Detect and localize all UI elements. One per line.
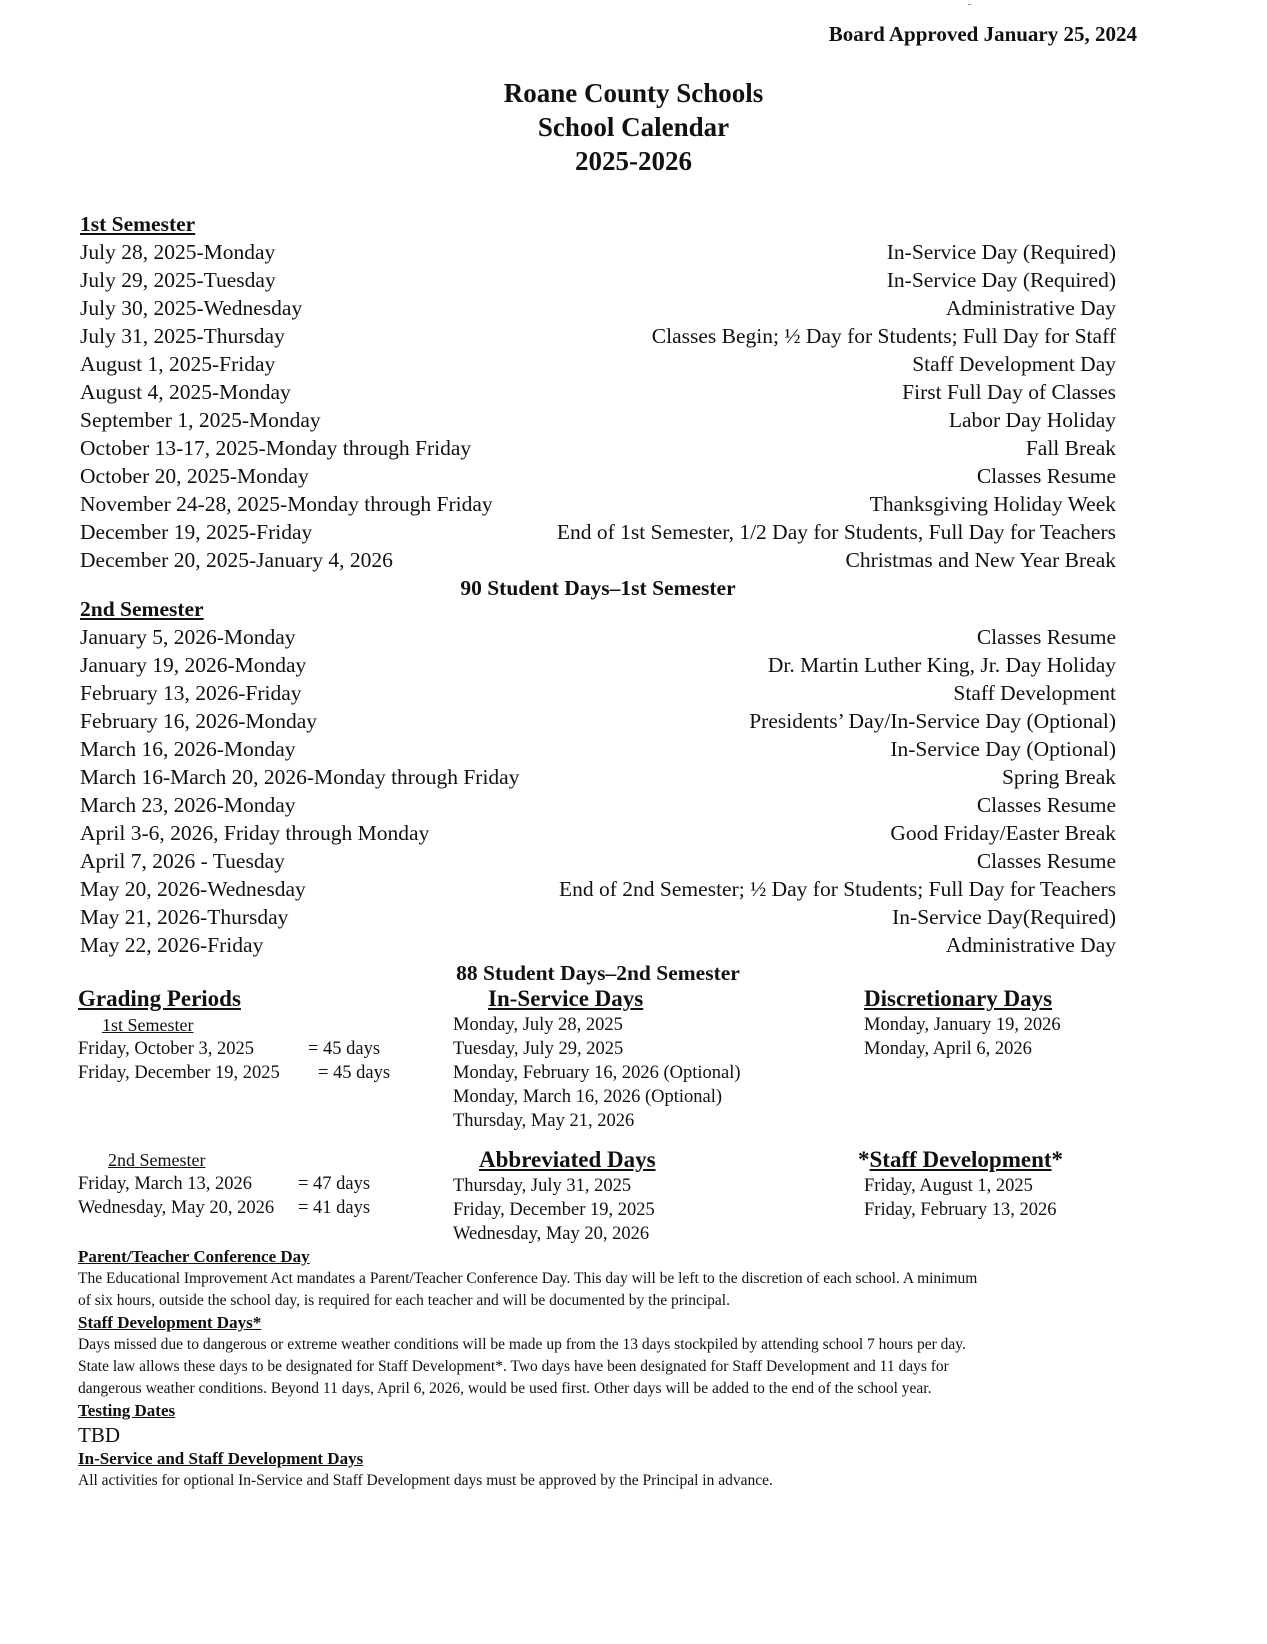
schedule-date: April 7, 2026 - Tuesday bbox=[80, 849, 285, 873]
schedule-date: August 1, 2025-Friday bbox=[80, 352, 276, 376]
grading-period-date: Friday, October 3, 2025 bbox=[78, 1039, 255, 1059]
ptc-text-line: The Educational Improvement Act mandates a Parent/Teacher Conference Day. This day will be left to the discretion of each school. A minimum bbox=[78, 1270, 978, 1287]
ptc-heading: Parent/Teacher Conference Day bbox=[78, 1247, 310, 1266]
in-service-days bbox=[453, 985, 741, 1133]
schedule-row bbox=[80, 266, 1116, 294]
grading-period-days: = 45 days bbox=[308, 1039, 381, 1059]
in-service-day-item: Thursday, May 21, 2026 bbox=[453, 1111, 635, 1131]
in-service-day-item: Monday, March 16, 2026 (Optional) bbox=[453, 1087, 723, 1107]
schedule-event: Spring Break bbox=[1001, 765, 1116, 789]
semester2-heading: 2nd Semester bbox=[80, 597, 204, 621]
asterisk: * bbox=[1051, 1147, 1064, 1172]
schedule-row bbox=[80, 490, 1116, 518]
schedule-row bbox=[80, 735, 1116, 763]
schedule-date: December 20, 2025-January 4, 2026 bbox=[80, 548, 393, 572]
grading-periods bbox=[78, 985, 390, 1085]
grading-period-row bbox=[78, 1196, 370, 1220]
schedule-date: February 16, 2026-Monday bbox=[80, 709, 318, 733]
schedule-event: Classes Resume bbox=[976, 464, 1116, 488]
schedule-date: February 13, 2026-Friday bbox=[80, 681, 302, 705]
staff-development bbox=[858, 1146, 1063, 1222]
schedule-date: July 30, 2025-Wednesday bbox=[80, 296, 303, 320]
schedule-date: March 16, 2026-Monday bbox=[80, 737, 296, 761]
document-title bbox=[0, 76, 1267, 178]
isd-heading: In-Service and Staff Development Days bbox=[78, 1449, 364, 1468]
schedule-date: April 3-6, 2026, Friday through Monday bbox=[80, 821, 430, 845]
in-service-days-heading: In-Service Days bbox=[488, 986, 644, 1011]
in-service-day-item: Tuesday, July 29, 2025 bbox=[453, 1039, 624, 1059]
schedule-row bbox=[80, 350, 1116, 378]
title-calendar: School Calendar bbox=[537, 112, 730, 142]
schedule-event: First Full Day of Classes bbox=[902, 380, 1116, 404]
schedule-row bbox=[80, 763, 1116, 791]
schedule-row bbox=[80, 623, 1116, 651]
grading-period-date: Wednesday, May 20, 2026 bbox=[78, 1198, 275, 1218]
semester2-total: 88 Student Days–2nd Semester bbox=[456, 961, 740, 985]
testing-heading: Testing Dates bbox=[78, 1401, 176, 1420]
schedule-row bbox=[80, 651, 1116, 679]
schedule-event: Christmas and New Year Break bbox=[845, 548, 1116, 572]
board-approved-date: Board Approved January 25, 2024 bbox=[828, 22, 1137, 46]
schedule-event: Thanksgiving Holiday Week bbox=[869, 492, 1116, 516]
schedule-date: May 21, 2026-Thursday bbox=[80, 905, 289, 929]
abbreviated-days-heading: Abbreviated Days bbox=[479, 1147, 656, 1172]
grading-period-date: Friday, March 13, 2026 bbox=[78, 1174, 253, 1194]
schedule-event: Labor Day Holiday bbox=[948, 408, 1116, 432]
abbreviated-day-item: Thursday, July 31, 2025 bbox=[453, 1176, 632, 1196]
sdd-heading: Staff Development Days* bbox=[78, 1313, 262, 1332]
grading-sem1-label: 1st Semester bbox=[102, 1015, 194, 1035]
grading-period-date: Friday, December 19, 2025 bbox=[78, 1063, 280, 1083]
testing-value: TBD bbox=[78, 1423, 120, 1447]
schedule-date: July 28, 2025-Monday bbox=[80, 240, 276, 264]
schedule-date: July 29, 2025-Tuesday bbox=[80, 268, 276, 292]
schedule-event: End of 2nd Semester; ½ Day for Students; Full Day for Teachers bbox=[559, 877, 1116, 901]
staff-development-item: Friday, August 1, 2025 bbox=[864, 1176, 1033, 1196]
title-district: Roane County Schools bbox=[503, 78, 764, 108]
grading-period-row bbox=[78, 1061, 390, 1085]
schedule-event: In-Service Day (Required) bbox=[886, 268, 1116, 292]
schedule-date: July 31, 2025-Thursday bbox=[80, 324, 285, 348]
schedule-date: September 1, 2025-Monday bbox=[80, 408, 321, 432]
schedule-row bbox=[80, 875, 1116, 903]
grading-period-days: = 45 days bbox=[318, 1063, 391, 1083]
grading-periods-heading: Grading Periods bbox=[78, 986, 241, 1011]
schedule-row bbox=[80, 903, 1116, 931]
schedule-row bbox=[80, 294, 1116, 322]
schedule-date: May 22, 2026-Friday bbox=[80, 933, 264, 957]
schedule-event: Classes Resume bbox=[976, 625, 1116, 649]
schedule-event: Dr. Martin Luther King, Jr. Day Holiday bbox=[767, 653, 1116, 677]
schedule-row bbox=[80, 791, 1116, 819]
schedule-date: January 19, 2026-Monday bbox=[80, 653, 307, 677]
schedule-event: Fall Break bbox=[1025, 436, 1116, 460]
notes-section bbox=[78, 1246, 1158, 1492]
schedule-date: March 23, 2026-Monday bbox=[80, 793, 296, 817]
schedule-row bbox=[80, 434, 1116, 462]
discretionary-day-item: Monday, January 19, 2026 bbox=[864, 1015, 1061, 1035]
schedule-event: Presidents’ Day/In-Service Day (Optional) bbox=[749, 709, 1116, 733]
discretionary-day-item: Monday, April 6, 2026 bbox=[864, 1039, 1032, 1059]
schedule-row bbox=[80, 546, 1116, 574]
schedule-date: October 13-17, 2025-Monday through Friday bbox=[80, 436, 472, 460]
schedule-event: Good Friday/Easter Break bbox=[890, 821, 1116, 845]
staff-development-item: Friday, February 13, 2026 bbox=[864, 1200, 1057, 1220]
grading-periods-sem2 bbox=[78, 1148, 370, 1220]
schedule-date: August 4, 2025-Monday bbox=[80, 380, 291, 404]
grading-period-row bbox=[78, 1037, 390, 1061]
discretionary-days bbox=[864, 985, 1061, 1061]
schedule-row bbox=[80, 707, 1116, 735]
abbreviated-day-item: Wednesday, May 20, 2026 bbox=[453, 1224, 650, 1244]
semester1-total: 90 Student Days–1st Semester bbox=[460, 576, 736, 600]
schedule-event: Classes Begin; ½ Day for Students; Full Day for Staff bbox=[651, 324, 1116, 348]
staff-development-heading-text: Staff Development bbox=[869, 1147, 1052, 1172]
schedule-event: Administrative Day bbox=[945, 296, 1116, 320]
grading-sem2-label: 2nd Semester bbox=[108, 1150, 206, 1170]
ptc-text-line: of six hours, outside the school day, is required for each teacher and will be documented by the principal. bbox=[78, 1292, 730, 1309]
grading-period-row bbox=[78, 1172, 370, 1196]
asterisk: * bbox=[858, 1147, 870, 1172]
schedule-date: December 19, 2025-Friday bbox=[80, 520, 313, 544]
grading-period-days: = 47 days bbox=[298, 1174, 371, 1194]
schedule-date: November 24-28, 2025-Monday through Friday bbox=[80, 492, 493, 516]
discretionary-days-heading: Discretionary Days bbox=[864, 986, 1053, 1011]
schedule-event: Staff Development bbox=[953, 681, 1116, 705]
schedule-date: January 5, 2026-Monday bbox=[80, 625, 296, 649]
schedule-row bbox=[80, 931, 1116, 959]
schedule-event: Classes Resume bbox=[976, 793, 1116, 817]
schedule-date: May 20, 2026-Wednesday bbox=[80, 877, 306, 901]
schedule-row bbox=[80, 847, 1116, 875]
grading-period-days: = 41 days bbox=[298, 1198, 371, 1218]
in-service-day-item: Monday, July 28, 2025 bbox=[453, 1015, 623, 1035]
schedule-event: In-Service Day (Required) bbox=[886, 240, 1116, 264]
isd-text-line: All activities for optional In-Service and Staff Development days must be approved by the Principal in advance. bbox=[78, 1472, 773, 1489]
in-service-day-item: Monday, February 16, 2026 (Optional) bbox=[453, 1063, 741, 1083]
schedule-event: In-Service Day(Required) bbox=[892, 905, 1116, 929]
schedule-event: Staff Development Day bbox=[912, 352, 1116, 376]
abbreviated-days bbox=[453, 1146, 656, 1246]
sdd-text-line: Days missed due to dangerous or extreme weather conditions will be made up from the 13 days stockpiled by attending school 7 hours per day. bbox=[78, 1336, 966, 1353]
schedule-event: Classes Resume bbox=[976, 849, 1116, 873]
semester2-schedule bbox=[80, 595, 1116, 987]
schedule-row bbox=[80, 322, 1116, 350]
schedule-event: In-Service Day (Optional) bbox=[890, 737, 1116, 761]
schedule-date: March 16-March 20, 2026-Monday through Friday bbox=[80, 765, 520, 789]
schedule-row bbox=[80, 378, 1116, 406]
schedule-row bbox=[80, 679, 1116, 707]
schedule-date: October 20, 2025-Monday bbox=[80, 464, 309, 488]
schedule-row bbox=[80, 462, 1116, 490]
semester1-heading: 1st Semester bbox=[80, 212, 196, 236]
semester1-schedule bbox=[80, 210, 1116, 602]
scan-speck bbox=[968, 4, 971, 5]
title-year: 2025-2026 bbox=[575, 146, 692, 176]
schedule-row bbox=[80, 238, 1116, 266]
abbreviated-day-item: Friday, December 19, 2025 bbox=[453, 1200, 655, 1220]
schedule-event: Administrative Day bbox=[945, 933, 1116, 957]
schedule-event: End of 1st Semester, 1/2 Day for Students, Full Day for Teachers bbox=[556, 520, 1116, 544]
schedule-row bbox=[80, 518, 1116, 546]
schedule-row bbox=[80, 406, 1116, 434]
staff-development-heading bbox=[858, 1146, 1063, 1174]
sdd-text-line: dangerous weather conditions. Beyond 11 days, April 6, 2026, would be used first. Other days will be added to the end of the school year. bbox=[78, 1380, 932, 1397]
sdd-text-line: State law allows these days to be designated for Staff Development*. Two days have been designated for Staff Development and 11 days for bbox=[78, 1358, 949, 1375]
schedule-row bbox=[80, 819, 1116, 847]
